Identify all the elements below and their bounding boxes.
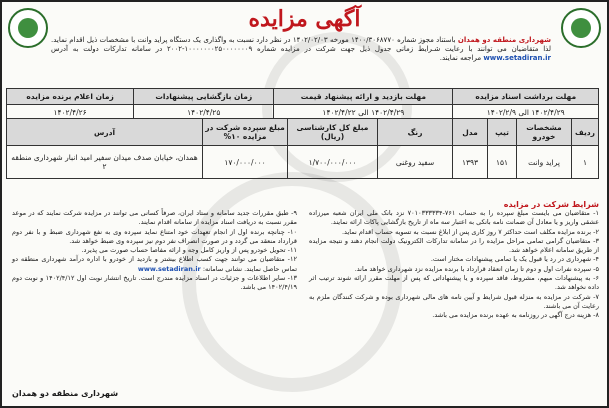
conditions-left-column	[12, 209, 297, 293]
intro-tail: مراجعه نمایند.	[439, 54, 482, 62]
schedule-header-cell: مهلت برداشت اسناد مزایده	[453, 89, 599, 105]
condition-text: ۱۲- متقاضیان می توانند جهت کسب اطلاع بیشتر و بازدید از خودرو با اداره درآمد شهرداری منطقه دو تماس حاصل نمایند. نشانی سامانه:	[12, 255, 297, 273]
condition-item	[12, 255, 297, 274]
items-header-cell: مدل	[453, 119, 488, 146]
items-header-row	[7, 119, 599, 146]
intro-site-link[interactable]: www.setadiran.ir	[483, 54, 551, 62]
item-cell: ۱	[572, 146, 599, 179]
schedule-header-cell: زمان اعلام برنده مزایده	[7, 89, 134, 105]
condition-item: ۱۰- چنانچه برنده اول از انجام تعهدات خود امتناع نماید سپرده وی به نفع شهرداری ضبط و با نفر دوم قرارداد منعقد می گردد و در صورت انصراف نفر دوم نیز سپرده وی ضبط خواهد شد.	[12, 227, 297, 245]
condition-item: ۱۳- سایر اطلاعات و جزئیات در اسناد مزایده مندرج است. تاریخ انتشار نوبت اول ۱۴۰۲/۴/۱۲ و نوبت دوم ۱۴۰۲/۴/۱۹ می باشد.	[12, 274, 297, 292]
items-header-cell: مشخصات خودرو	[517, 119, 572, 146]
schedule-value-cell: ۱۴۰۲/۴/۲۹ الی ۱۴۰۲/۲/۹	[453, 105, 599, 121]
items-header-cell: رنگ	[378, 119, 453, 146]
schedule-value-cell: ۱۴۰۲/۴/۲۹ الی ۱۴۰۲/۴/۲۲	[274, 105, 453, 121]
item-cell: همدان، خیابان صدف میدان سفیر امید انبار شهرداری منطقه ۲	[7, 146, 203, 179]
condition-item: ۲- برنده مزایده مکلف است حداکثر ۷ روز کاری پس از ابلاغ نسبت به تسویه حساب اقدام نماید.	[341, 227, 599, 236]
condition-item: ۹- طبق مقررات جدید سامانه و ستاد ایران، صرفاً کسانی می توانند در مزایده شرکت نمایند که در موعد مقرر نسبت به دریافت اسناد مزایده از سامانه اقدام نمایند.	[12, 209, 297, 227]
items-header-cell: مبلغ سپرده شرکت در مزایده ۱۰%	[203, 119, 288, 146]
table-row	[7, 146, 599, 179]
condition-item: ۷- شرکت در مزایده به منزله قبول شرایط و آیین نامه های مالی شهرداری بوده و شرکت کنندگان ملزم به رعایت آن می باشند.	[309, 292, 599, 310]
item-cell: سفید روغنی	[378, 146, 453, 179]
condition-item: ۸- هزینه درج آگهی در روزنامه به عهده برنده مزایده می باشد.	[432, 311, 599, 320]
condition-item: ۱۱- تحویل خودرو پس از واریز کامل وجه و ارائه مفاصا حساب صورت می پذیرد.	[81, 246, 297, 255]
item-cell: ۱۳۹۳	[453, 146, 488, 179]
schedule-value-cell: ۱۴۰۲/۴/۲۶	[7, 105, 134, 121]
page-title: آگهی مزایده	[248, 6, 361, 32]
item-cell: پراید وانت	[517, 146, 572, 179]
condition-site-link[interactable]: www.setadiran.ir	[137, 264, 201, 273]
condition-item: ۴- شهرداری در رد یا قبول یک یا تمامی پیشنهادات مختار است.	[430, 255, 599, 264]
item-cell: ۱۷۰/۰۰۰/۰۰۰	[203, 146, 288, 179]
items-table	[6, 118, 599, 179]
conditions-title: شرایط شرکت در مزایده	[503, 200, 599, 209]
item-cell: ۱۵۱	[488, 146, 517, 179]
items-header-cell: مبلغ کل کارشناسی (ریال)	[288, 119, 378, 146]
item-cell: ۱/۷۰۰/۰۰۰/۰۰۰	[288, 146, 378, 179]
intro-org: شهرداری منطقه دو همدان	[457, 36, 551, 44]
intro-text: باستناد مجوز شماره ۱۴۰۰/۳۰۶۸۷۷۰ مورخه ۱۴۰۲/۰۲/۰۳ در نظر دارد نسبت به واگذاری یک دستگاه پراید وانت با مشخصات ذیل اقدام نماید. لذا متقاضیان می توانند با رعایت شـرایط زمانی جدول ذیل جهت شرکت در مزایده شماره ۱۰۰۰۰۰۰۰۲۵۰۰۰۰۰۰۰۹-۲۰۰۲ در سامانه تدارکات دولت به آدرس	[51, 36, 551, 53]
condition-item: ۵- سپرده نفرات اول و دوم تا زمان انعقاد قرارداد با برنده مزایده نزد شهرداری خواهد ماند.	[354, 264, 599, 273]
intro-paragraph	[51, 36, 551, 63]
condition-item: ۳- متقاضیان گرامی تمامی مراحل مزایده را در سامانه تدارکات الکترونیک دولت انجام دهند و نتیجه مزایده از طریق سامانه اعلام خواهد شد.	[309, 236, 599, 255]
conditions-right-column	[309, 209, 599, 321]
condition-item: ۶- به پیشنهادات مبهم، مشروط، فاقد سپرده و یا پیشنهاداتی که پس از مهلت مقرر ارائه شوند ترتیب اثر داده نخواهد شد.	[309, 274, 599, 292]
condition-item: ۱- متقاضیان می بایست مبلغ سپرده را به حساب ۷۶۱-۷۰۱۰۳۳۳۳۳۴ نزد بانک ملی ایران شعبه میرزاده عشقی واریز و یا معادل آن ضمانت نامه بانکی به اعتبار سه ماه از تاریخ بازگشایی پاکات ارائه نمایند.	[309, 209, 599, 227]
schedule-table	[6, 88, 599, 121]
signature: شهرداری منطقه دو همدان	[12, 389, 119, 398]
items-header-cell: آدرس	[7, 119, 203, 146]
schedule-header-cell: مهلت بازدید و ارائه پیشنهاد قیمت	[274, 89, 453, 105]
items-header-cell: ردیف	[572, 119, 599, 146]
schedule-header-cell: زمان بازگشایی پیشنهادات	[134, 89, 274, 105]
schedule-value-cell: ۱۴۰۲/۴/۲۵	[134, 105, 274, 121]
schedule-header-row	[7, 89, 599, 105]
items-header-cell: تیپ	[488, 119, 517, 146]
